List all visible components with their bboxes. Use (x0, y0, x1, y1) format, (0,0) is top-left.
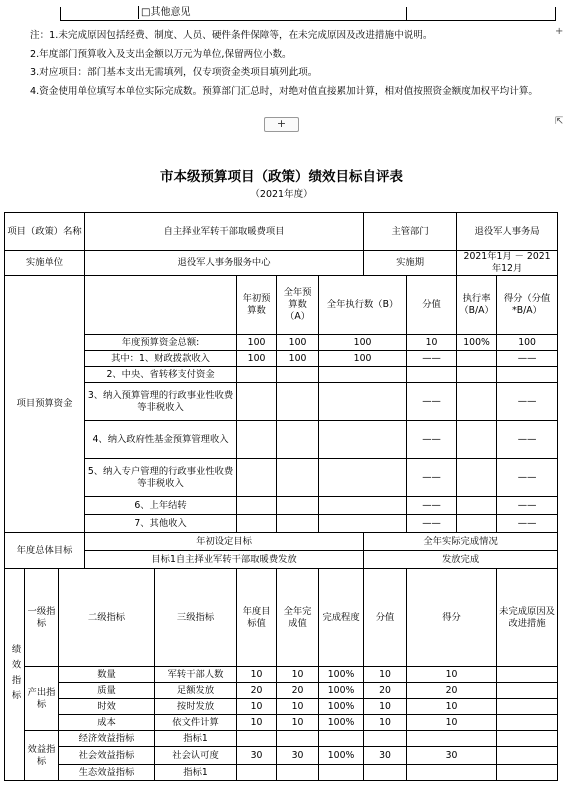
perf-reason (497, 683, 558, 699)
budget-cell (237, 459, 277, 497)
perf-target: 30 (237, 747, 277, 765)
perf-degree: 100% (319, 715, 364, 731)
perf-actual: 20 (277, 683, 319, 699)
goals-label: 年度总体目标 (5, 533, 85, 569)
perf-target: 10 (237, 667, 277, 683)
budget-row-label: 6、上年结转 (85, 497, 237, 515)
perf-target (237, 765, 277, 781)
budget-header-weight: 分值 (407, 276, 457, 335)
perf-level3: 依文件计算 (155, 715, 237, 731)
perf-score: 10 (407, 699, 497, 715)
perf-level3: 社会认可度 (155, 747, 237, 765)
perf-actual: 10 (277, 667, 319, 683)
perf-header-degree: 完成程度 (319, 569, 364, 667)
perf-score (407, 765, 497, 781)
goals-actual-header: 全年实际完成情况 (364, 533, 558, 551)
table-row (5, 683, 558, 699)
table-row (5, 367, 558, 383)
budget-header-rate: 执行率（B/A） (457, 276, 497, 335)
perf-score: 10 (407, 667, 497, 683)
budget-cell: —— (497, 421, 558, 459)
note-4: 4.资金使用单位填写本单位实际完成数。预算部门汇总时，对绝对值直接累加计算，相对值按照资金额度加权平均计算。 (30, 85, 539, 97)
budget-cell: —— (497, 497, 558, 515)
perf-level2: 社会效益指标 (59, 747, 155, 765)
budget-cell (497, 367, 558, 383)
budget-row-label: 3、纳入预算管理的行政事业性收费等非税收入 (85, 383, 237, 421)
budget-cell: —— (497, 459, 558, 497)
perf-reason (497, 765, 558, 781)
budget-cell (319, 497, 407, 515)
perf-header-score: 得分 (407, 569, 497, 667)
perf-target: 20 (237, 683, 277, 699)
budget-header-score: 得分（分值*B/A） (497, 276, 558, 335)
table-row (5, 667, 558, 683)
perf-weight: 30 (364, 747, 407, 765)
budget-cell: 100 (319, 335, 407, 351)
perf-weight: 10 (364, 699, 407, 715)
perf-actual (277, 765, 319, 781)
budget-cell: —— (497, 351, 558, 367)
perf-weight (364, 731, 407, 747)
perf-header-reason: 未完成原因及改进措施 (497, 569, 558, 667)
perf-degree: 100% (319, 747, 364, 765)
budget-cell (457, 515, 497, 533)
budget-cell (319, 367, 407, 383)
add-column-icon[interactable]: + (555, 26, 563, 37)
perf-level3: 军转干部人数 (155, 667, 237, 683)
project-name-label: 项目（政策）名称 (5, 213, 85, 251)
budget-cell (407, 367, 457, 383)
goals-actual-value: 发放完成 (364, 551, 558, 569)
resize-handle-icon[interactable]: ⇱ (555, 116, 563, 127)
self-evaluation-table (4, 212, 558, 781)
perf-degree: 100% (319, 683, 364, 699)
budget-section-label: 项目预算资金 (5, 276, 85, 533)
perf-actual: 10 (277, 715, 319, 731)
perf-level1-output: 产出指标 (25, 667, 59, 731)
dept-label: 主管部门 (364, 213, 457, 251)
perf-level3: 按时发放 (155, 699, 237, 715)
budget-cell: —— (407, 383, 457, 421)
perf-weight: 10 (364, 715, 407, 731)
budget-cell (457, 459, 497, 497)
perf-degree: 100% (319, 699, 364, 715)
perf-level2: 质量 (59, 683, 155, 699)
budget-cell: 100 (497, 335, 558, 351)
perf-reason (497, 731, 558, 747)
table-row (5, 765, 558, 781)
budget-cell (277, 497, 319, 515)
budget-row-label: 其中：1、财政拨款收入 (85, 351, 237, 367)
budget-row-label: 2、中央、省转移支付资金 (85, 367, 237, 383)
budget-cell: —— (407, 421, 457, 459)
top-right-cell (405, 7, 556, 21)
perf-level1-benefit: 效益指标 (25, 731, 59, 781)
note-2: 2.年度部门预算收入及支出金额以万元为单位,保留两位小数。 (30, 48, 292, 60)
table-row (5, 715, 558, 731)
budget-cell: 100 (277, 351, 319, 367)
perf-weight: 20 (364, 683, 407, 699)
other-opinion-cell: □其他意见 (138, 6, 190, 19)
budget-cell (457, 383, 497, 421)
page-title: 市本级预算项目（政策）绩效目标自评表 (160, 169, 403, 185)
budget-cell: 10 (407, 335, 457, 351)
perf-reason (497, 747, 558, 765)
budget-cell (237, 383, 277, 421)
perf-level2: 生态效益指标 (59, 765, 155, 781)
perf-actual: 10 (277, 699, 319, 715)
perf-header-target: 年度目标值 (237, 569, 277, 667)
table-row (5, 459, 558, 497)
budget-cell (457, 351, 497, 367)
perf-level3: 足额发放 (155, 683, 237, 699)
budget-cell: —— (407, 351, 457, 367)
period-value: 2021年1月 － 2021年12月 (457, 251, 558, 276)
perf-target: 10 (237, 715, 277, 731)
budget-cell: —— (407, 459, 457, 497)
budget-row-label: 5、纳入专户管理的行政事业性收费等非税收入 (85, 459, 237, 497)
budget-cell: 100% (457, 335, 497, 351)
dept-value: 退役军人事务局 (457, 213, 558, 251)
perf-reason (497, 667, 558, 683)
perf-level2: 成本 (59, 715, 155, 731)
unit-value: 退役军人事务服务中心 (85, 251, 364, 276)
perf-header-level1: 一级指标 (25, 569, 59, 667)
perf-level3: 指标1 (155, 731, 237, 747)
table-row (5, 515, 558, 533)
top-table-fragment (60, 7, 407, 21)
budget-cell (277, 383, 319, 421)
budget-cell: 100 (237, 335, 277, 351)
perf-score: 30 (407, 747, 497, 765)
table-row (5, 421, 558, 459)
perf-degree (319, 731, 364, 747)
budget-cell (457, 497, 497, 515)
project-name-value: 自主择业军转干部取暖费项目 (85, 213, 364, 251)
perf-reason (497, 699, 558, 715)
perf-actual (277, 731, 319, 747)
budget-cell: —— (497, 383, 558, 421)
page-subtitle: （2021年度） (250, 189, 313, 200)
perf-weight: 10 (364, 667, 407, 683)
budget-cell (237, 515, 277, 533)
budget-cell (237, 367, 277, 383)
budget-cell: —— (497, 515, 558, 533)
perf-weight (364, 765, 407, 781)
budget-cell: 100 (319, 351, 407, 367)
perf-target: 10 (237, 699, 277, 715)
budget-cell: —— (407, 497, 457, 515)
table-row (5, 383, 558, 421)
budget-cell (319, 515, 407, 533)
budget-cell (237, 421, 277, 459)
budget-header-annual: 全年预算数（A） (277, 276, 319, 335)
budget-cell (277, 459, 319, 497)
goals-set-value: 目标1自主择业军转干部取暖费发放 (85, 551, 364, 569)
perf-header-level2: 二级指标 (59, 569, 155, 667)
budget-cell (319, 383, 407, 421)
perf-score: 20 (407, 683, 497, 699)
budget-row-label: 年度预算资金总额: (85, 335, 237, 351)
perf-header-weight: 分值 (364, 569, 407, 667)
budget-header-executed: 全年执行数（B） (319, 276, 407, 335)
period-label: 实施期 (364, 251, 457, 276)
perf-level3: 指标1 (155, 765, 237, 781)
table-row (5, 699, 558, 715)
note-1: 注：1.未完成原因包括经费、制度、人员、硬件条件保障等，在未完成原因及改进措施中说明。 (30, 30, 433, 41)
table-row (5, 497, 558, 515)
budget-cell (237, 497, 277, 515)
note-3: 3.对应项目：部门基本支出无需填列，仅专项资金类项目填列此项。 (30, 67, 318, 78)
budget-cell: 100 (237, 351, 277, 367)
perf-reason (497, 715, 558, 731)
goals-set-header: 年初设定目标 (85, 533, 364, 551)
budget-header-initial: 年初预算数 (237, 276, 277, 335)
table-row (5, 335, 558, 351)
budget-cell (319, 421, 407, 459)
budget-cell (319, 459, 407, 497)
budget-cell (277, 367, 319, 383)
budget-cell: 100 (277, 335, 319, 351)
perf-level2: 经济效益指标 (59, 731, 155, 747)
notes-section (6, 27, 554, 101)
budget-cell (277, 515, 319, 533)
table-row (5, 731, 558, 747)
table-row (5, 351, 558, 367)
perf-target (237, 731, 277, 747)
budget-header-blank (85, 276, 237, 335)
budget-cell (457, 367, 497, 383)
perf-score (407, 731, 497, 747)
perf-actual: 30 (277, 747, 319, 765)
top-strip (0, 0, 563, 22)
table-row (5, 747, 558, 765)
perf-score: 10 (407, 715, 497, 731)
perf-degree: 100% (319, 667, 364, 683)
budget-row-label: 7、其他收入 (85, 515, 237, 533)
perf-section-label: 绩效指标 (5, 569, 25, 781)
budget-cell (457, 421, 497, 459)
add-row-button[interactable]: + (264, 117, 299, 132)
perf-level2: 时效 (59, 699, 155, 715)
unit-label: 实施单位 (5, 251, 85, 276)
budget-cell: —— (407, 515, 457, 533)
perf-level2: 数量 (59, 667, 155, 683)
budget-row-label: 4、纳入政府性基金预算管理收入 (85, 421, 237, 459)
perf-header-actual: 全年完成值 (277, 569, 319, 667)
perf-header-level3: 三级指标 (155, 569, 237, 667)
perf-degree (319, 765, 364, 781)
budget-cell (277, 421, 319, 459)
